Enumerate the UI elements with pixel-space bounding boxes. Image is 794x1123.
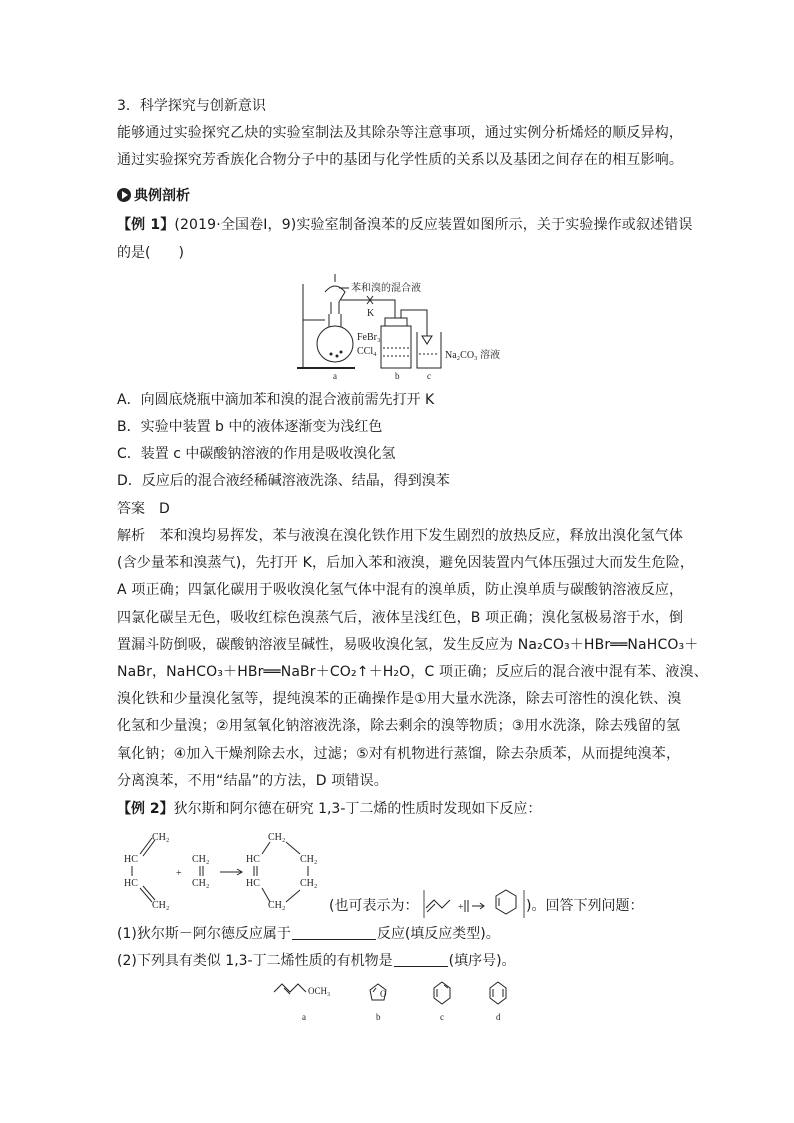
analysis-line: A 项正确；四氯化碳用于吸收溴化氢气体中混有的溴单质，防止溴单质与碳酸钠溶液反应，	[117, 582, 684, 598]
choice-d: d	[496, 1012, 501, 1022]
q2-post: (填序号)。	[448, 953, 516, 969]
section-title: 3．科学探究与创新意识	[117, 98, 266, 114]
example2-label: 【例 2】	[117, 801, 174, 817]
analysis-line: 化氢和少量溴；②用氢氧化钠溶液洗涤，除去剩余的溴等物质；③用水洗涤，除去残留的氢	[117, 718, 681, 734]
dienophile-ch2-2: CH₂	[192, 878, 210, 889]
product-ch2-r1: CH₂	[300, 854, 318, 865]
na2co3-label: Na₂CO₃ 溶液	[445, 350, 501, 361]
label-a: a	[333, 371, 337, 381]
febr3-label: FeBr₃	[357, 332, 381, 343]
also-as: (也可表示为：	[329, 898, 419, 914]
analysis-line: 分离溴苯，不用“结晶”的方法，D 项错误。	[117, 773, 388, 789]
choice-structures	[268, 980, 528, 1024]
diene-ch2-bottom: CH₂	[152, 900, 170, 911]
dienophile-ch2-1: CH₂	[192, 854, 210, 865]
example2-stem-text: 狄尔斯和阿尔德在研究 1,3-丁二烯的性质时发现如下反应：	[173, 801, 542, 817]
choice-b: b	[376, 1012, 381, 1022]
question-2	[117, 952, 516, 970]
option-a: A．向圆底烧瓶中滴加苯和溴的混合液前需先打开 K	[117, 392, 435, 408]
label-b: b	[395, 371, 400, 381]
analysis-line: 溴化铁和少量溴化氢等，提纯溴苯的正确操作是①用大量水洗涤，除去可溶性的溴化铁、溴	[117, 691, 682, 707]
apparatus-figure	[295, 270, 515, 385]
diene-ch2-top: CH₂	[152, 832, 170, 843]
question-1	[117, 925, 500, 943]
analysis-line: 解析 苯和溴均易挥发，苯与液溴在溴化铁作用下发生剧烈的放热反应，释放出溴化氢气体	[117, 528, 683, 544]
product-ch2-r2: CH₂	[300, 878, 318, 889]
analysis-line: 四氯化碳呈无色，吸收红棕色溴蒸气后，液体呈浅红色，B 项正确；溴化氢极易溶于水，倒	[117, 610, 684, 626]
answer: 答案 D	[117, 501, 170, 517]
analysis-line: (含少量苯和溴蒸气)，先打开 K，后加入苯和液溴，避免因装置内气体压强过大而发生危险，	[117, 555, 695, 571]
example1-stem-cont: 的是( )	[117, 245, 184, 261]
q2-pre: (2)下列具有类似 1,3-丁二烯性质的有机物是	[117, 953, 393, 969]
o-label: O	[380, 989, 387, 999]
k-label: K	[367, 308, 375, 319]
example1-label: 【例 1】	[117, 217, 175, 233]
section-text: 通过实验探究芳香族化合物分子中的基团与化学性质的关系以及基团之间存在的相互影响。	[117, 152, 683, 168]
heading-label: 典例剖析	[134, 188, 190, 204]
example1-stem	[117, 216, 693, 234]
q1-pre: (1)狄尔斯－阿尔德反应属于	[117, 926, 291, 942]
product-ch2-top: CH₂	[268, 832, 286, 843]
heading-typical-examples	[117, 187, 190, 205]
mix-label: 苯和溴的混合液	[351, 283, 421, 294]
product-hc-1: HC	[246, 854, 260, 865]
analysis-line: 置漏斗防倒吸，碳酸钠溶液呈碱性，易吸收溴化氢，发生反应为 Na₂CO₃＋HBr══NaHCO₃＋	[117, 637, 699, 653]
plus-sign: +	[176, 868, 182, 879]
q1-post: 反应(填反应类型)。	[376, 926, 500, 942]
diene-hc-2: HC	[124, 878, 138, 889]
choice-a: a	[302, 1012, 306, 1022]
plus-sign-2: +	[458, 902, 464, 913]
scheme-tail: )。回答下列问题：	[526, 898, 644, 914]
ccl4-label: CCl₄	[357, 346, 377, 357]
section-text: 能够通过实验探究乙炔的实验室制法及其除杂等注意事项，通过实例分析烯烃的顺反异构，	[117, 125, 683, 141]
och3-label: OCH₃	[308, 986, 331, 996]
choice-c: c	[440, 1012, 444, 1022]
product-ch2-bottom: CH₂	[268, 900, 286, 911]
play-icon	[117, 188, 131, 202]
label-c: c	[427, 371, 431, 381]
diene-hc-1: HC	[124, 854, 138, 865]
option-c: C．装置 c 中碳酸钠溶液的作用是吸收溴化氢	[117, 446, 396, 462]
example1-stem-text: (2019·全国卷Ⅰ，9)实验室制备溴苯的反应装置如图所示，关于实验操作或叙述错误	[174, 217, 693, 233]
analysis-line: 氧化钠；④加入干燥剂除去水，过滤；⑤对有机物进行蒸馏，除去杂质苯，从而提纯溴苯，	[117, 746, 681, 762]
option-b: B．实验中装置 b 中的液体逐渐变为浅红色	[117, 419, 383, 435]
option-d: D．反应后的混合液经稀碱溶液洗涤、结晶，得到溴苯	[117, 473, 450, 489]
example2-stem	[117, 800, 541, 818]
analysis-line: NaBr，NaHCO₃＋HBr══NaBr＋CO₂↑＋H₂O，C 项正确；反应后的混合液中混有苯、液溴、	[117, 664, 708, 680]
answer-blank-2[interactable]	[394, 952, 448, 967]
product-hc-2: HC	[246, 878, 260, 889]
answer-blank-1[interactable]	[292, 925, 376, 940]
